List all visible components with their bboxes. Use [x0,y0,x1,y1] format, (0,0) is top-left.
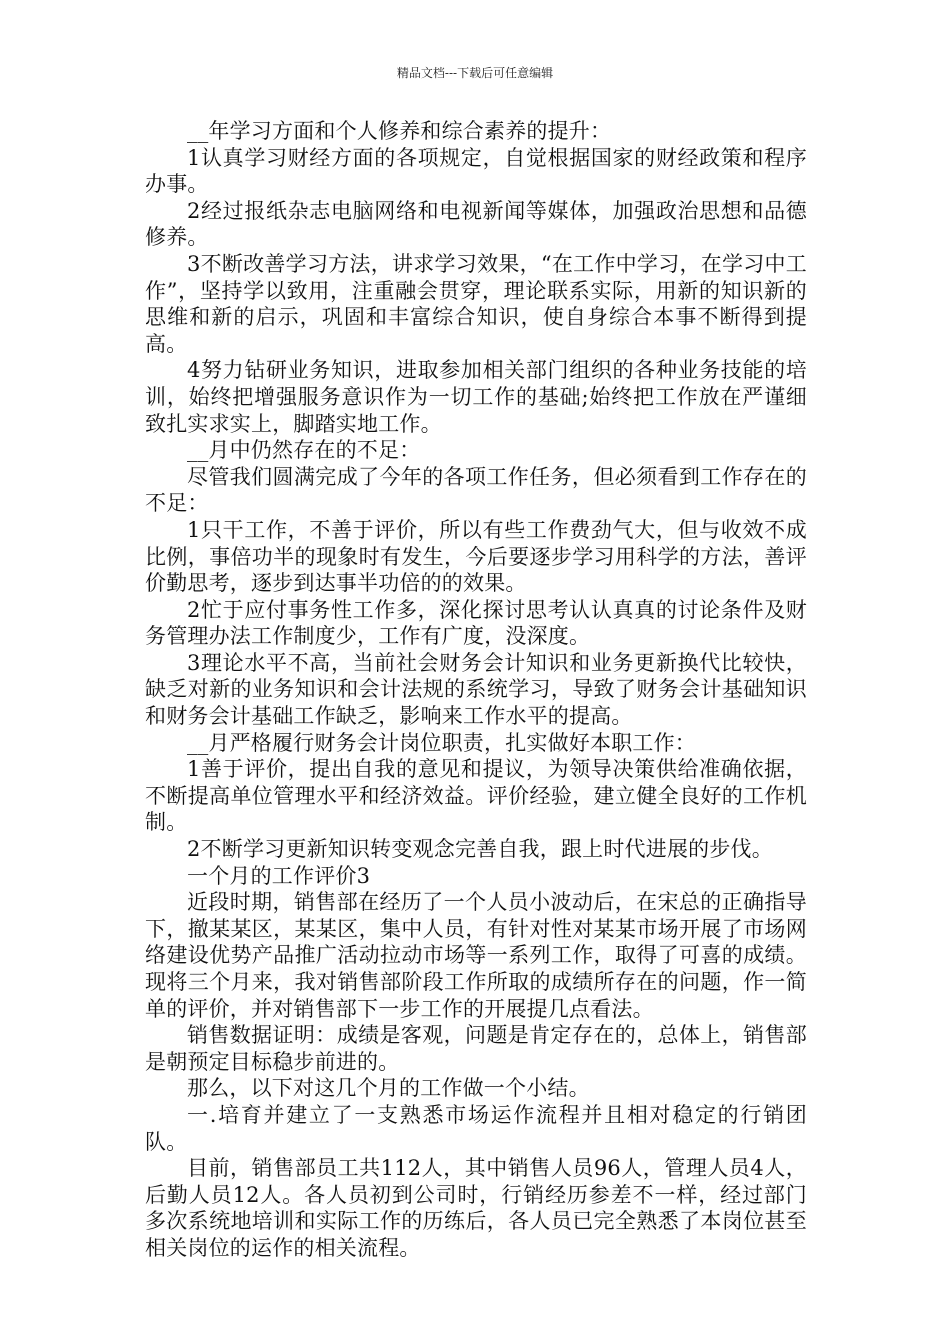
paragraph: 1只干工作，不善于评价，所以有些工作费劲气大，但与收效不成比例，事倍功半的现象时有发生，今后要逐步学习用科学的方法，善评价勤思考，逐步到达事半功倍的的效果。 [145,517,807,596]
paragraph: 销售数据证明：成绩是客观，问题是肯定存在的，总体上，销售部是朝预定目标稳步前进的。 [145,1023,807,1074]
paragraph: 1认真学习财经方面的各项规定，自觉根据国家的财经政策和程序办事。 [145,145,807,197]
page-header: 精品文档---下载后可任意编辑 [396,66,554,80]
section-title: 一个月的工作评价3 [187,863,371,888]
paragraph: 1善于评价，提出自我的意见和提议，为领导决策供给准确依据，不断提高单位管理水平和经济效益。评价经验，建立健全良好的工作机制。 [145,757,807,835]
paragraph: 2不断学习更新知识转变观念完善自我，跟上时代进展的步伐。 [187,837,773,862]
paragraph: 尽管我们圆满完成了今年的各项工作任务，但必须看到工作存在的不足： [145,464,807,516]
paragraph: 4努力钻研业务知识，进取参加相关部门组织的各种业务技能的培训，始终把增强服务意识作为一切工作的基础;始终把工作放在严谨细致扎实求实上，脚踏实地工作。 [145,358,807,436]
paragraph: 3理论水平不高，当前社会财务会计知识和业务更新换代比较快，缺乏对新的业务知识和会计法规的系统学习，导致了财务会计基础知识和财务会计基础工作缺乏，影响来工作水平的提高。 [145,650,807,729]
paragraph: 那么，以下对这几个月的工作做一个小结。 [187,1076,590,1101]
section-heading: __月严格履行财务会计岗位职责，扎实做好本职工作： [187,730,696,755]
paragraph: 2经过报纸杂志电脑网络和电视新闻等媒体，加强政治思想和品德修养。 [145,198,807,250]
paragraph: 近段时期，销售部在经历了一个人员小波动后，在宋总的正确指导下，撤某某区，某某区，集中人员，有针对性对某某市场开展了市场网络建设优势产品推广活动拉动市场等一系列工作，取得了可喜的成绩。现将三个月来，我对销售部阶段工作所取的成绩所存在的问题，作一简单的评价，并对销售部下一步工作的开展提几点看法。 [145,890,807,1021]
section-heading: __月中仍然存在的不足： [187,438,421,463]
paragraph: __年学习方面和个人修养和综合素养的提升： [187,119,612,143]
document-body [145,118,807,1262]
paragraph: 目前，销售部员工共112人，其中销售人员96人，管理人员4人，后勤人员12人。各人员初到公司时，行销经历参差不一样，经过部门多次系统地培训和实际工作的历练后，各人员已完全熟悉了本岗位甚至相关岗位的运作的相关流程。 [145,1156,807,1260]
section-heading: 一.培育并建立了一支熟悉市场运作流程并且相对稳定的行销团队。 [145,1102,807,1154]
paragraph: 3不断改善学习方法，讲求学习效果，“在工作中学习，在学习中工作”，坚持学以致用，注重融会贯穿，理论联系实际，用新的知识新的思维和新的启示，巩固和丰富综合知识，使自身综合本事不断得到提高。 [145,251,807,356]
paragraph: 2忙于应付事务性工作多，深化探讨思考认认真真的讨论条件及财务管理办法工作制度少，工作有广度，没深度。 [145,597,807,649]
